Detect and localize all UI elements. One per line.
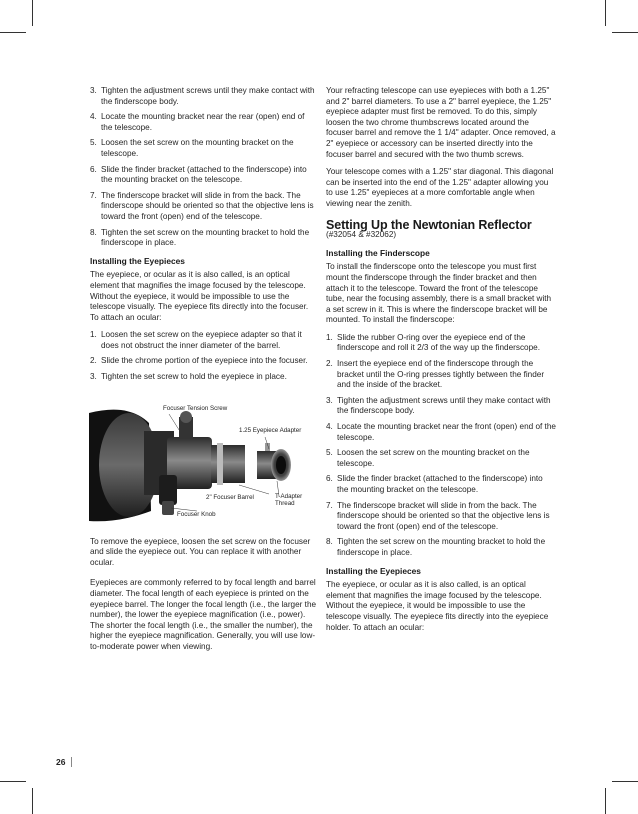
page-number-divider xyxy=(71,757,72,767)
section-title: Setting Up the Newtonian Reflector xyxy=(326,217,532,232)
label-focuser-barrel: 2" Focuser Barrel xyxy=(206,493,254,501)
list-item: 4. Locate the mounting bracket near the front (open) end of the telescope. xyxy=(326,422,556,442)
list-item: 1. Loosen the set screw on the eyepiece adapter so that it does not obstruct the inner diameter of the barrel. xyxy=(90,330,302,350)
list-item: 6. Slide the finder bracket (attached to the finderscope) into the mounting bracket on the telescope. xyxy=(326,474,543,494)
finderscope-intro: To install the finderscope onto the telescope you must first mount the finderscope through the finder bracket and then attach it to the telescope. Toward the front of the telescope tube, near the focusing assembly, there is a small bracket with a set screw in it. This is where the finderscope bracket will be mounted. To install the finderscope: xyxy=(326,262,552,325)
list-item: 3. Tighten the adjustment screws until they make contact with the finderscope body. xyxy=(90,86,315,106)
crop-mark xyxy=(32,788,33,814)
finderscope-steps-continued xyxy=(90,86,318,249)
crop-mark xyxy=(32,0,33,26)
list-item: 4. Locate the mounting bracket near the rear (open) end of the telescope. xyxy=(90,112,305,132)
crop-mark xyxy=(605,788,606,814)
crop-mark xyxy=(0,32,26,33)
list-item: 7. The finderscope bracket will slide in from the back. The finderscope should be oriented so that the objective lens is toward the front (open) end of the telescope. xyxy=(326,500,550,531)
crop-mark xyxy=(605,0,606,26)
crop-mark xyxy=(0,781,26,782)
list-item: 1. Slide the rubber O-ring over the eyepiece end of the finderscope and roll it 2/3 of the way up the finderscope. xyxy=(326,332,540,353)
label-focuser-knob: Focuser Knob xyxy=(177,510,216,518)
list-item: 5. Loosen the set screw on the mounting bracket on the telescope. xyxy=(326,448,530,468)
label-t-adapter-thread: T-Adapter Thread xyxy=(275,492,303,507)
crop-mark xyxy=(612,32,638,33)
list-item: 2. Slide the chrome portion of the eyepiece into the focuser. xyxy=(90,356,308,366)
list-item: 8. Tighten the set screw on the mounting bracket to hold the finderscope in place. xyxy=(90,227,310,248)
star-diagonal-paragraph: Your telescope comes with a 1.25" star diagonal. This diagonal can be inserted into the end of the 1.25" adapter allowing you to use 1.25" eyepieces at a more comfortable angle when viewing near the zenith. xyxy=(326,167,554,208)
list-item: 8. Tighten the set screw on the mounting bracket to hold the finderscope in place. xyxy=(326,537,546,557)
eyepieces-heading: Installing the Eyepieces xyxy=(90,255,185,266)
left-column xyxy=(90,86,318,660)
list-item: 5. Loosen the set screw on the mounting bracket on the telescope. xyxy=(90,138,294,158)
eyepieces-intro: The eyepiece, or ocular as it is also called, is an optical element that magnifies the image focused by the telescope. Without the eyepiece, it would be impossible to use the telescope visually. The eyepiece fits directly into the focuser. To attach an ocular: xyxy=(90,270,309,322)
focal-length-paragraph: Eyepieces are commonly referred to by focal length and barrel diameter. The focal length of each eyepiece is printed on the eyepiece barrel. The longer the focal length (i.e., the larger the number), the lower the eyepiece magnification (i.e., power). The shorter the focal length (i.e., the smaller the number), the higher the eyepiece magnification. Generally, you will use low-to-moderate power when viewing. xyxy=(90,578,317,651)
right-column xyxy=(326,86,556,640)
finderscope-heading: Installing the Finderscope xyxy=(326,247,430,258)
list-item: 6. Slide the finder bracket (attached to the finderscope) into the mounting bracket on the telescope. xyxy=(90,164,307,185)
eyepieces-intro: The eyepiece, or ocular as it is also called, is an optical element that magnifies the image focused by the telescope. Without the eyepiece, it would be impossible to use the telescope visually. The eyepiece fits directly into the eyepiece holder. To attach an ocular: xyxy=(326,580,549,632)
list-item: 2. Insert the eyepiece end of the finderscope through the bracket until the O-ring presses tightly between the finder and the inside of the bracket. xyxy=(326,359,545,390)
list-item: 3. Tighten the adjustment screws until they make contact with the finderscope body. xyxy=(326,395,551,416)
eyepieces-heading: Installing the Eyepieces xyxy=(326,565,421,576)
page-number: 26 xyxy=(56,757,66,767)
list-item: 7. The finderscope bracket will slide in from the back. The finderscope should be oriented so that the objective lens is toward the front (open) end of the telescope. xyxy=(90,190,314,221)
list-item: 3. Tighten the set screw to hold the eyepiece in place. xyxy=(90,372,287,382)
crop-mark xyxy=(612,781,638,782)
focuser-figure xyxy=(89,393,329,523)
label-focuser-tension-screw: Focuser Tension Screw xyxy=(163,404,228,412)
label-eyepiece-adapter: 1.25 Eyepiece Adapter xyxy=(239,426,302,434)
refractor-eyepiece-paragraph: Your refracting telescope can use eyepieces with both a 1.25" and 2" barrel diameters. To use a 2" barrel eyepiece, the 1.25" eyepiece adapter must first be removed. To do this, simply loosen the two chrome thumbscrews located around the focuser barrel and remove the 1 1/4" adapter. Once removed, a 2" eyepiece or accessory can be inserted directly into the focuser barrel and secured with the two thumb screws. xyxy=(326,86,556,159)
remove-eyepiece-paragraph: To remove the eyepiece, loosen the set screw on the focuser and slide the eyepiece out. You can replace it with another ocular. xyxy=(90,536,311,567)
model-numbers: (#32054 & #32062) xyxy=(326,230,397,240)
finderscope-steps xyxy=(326,333,556,559)
eyepiece-steps xyxy=(90,330,318,382)
